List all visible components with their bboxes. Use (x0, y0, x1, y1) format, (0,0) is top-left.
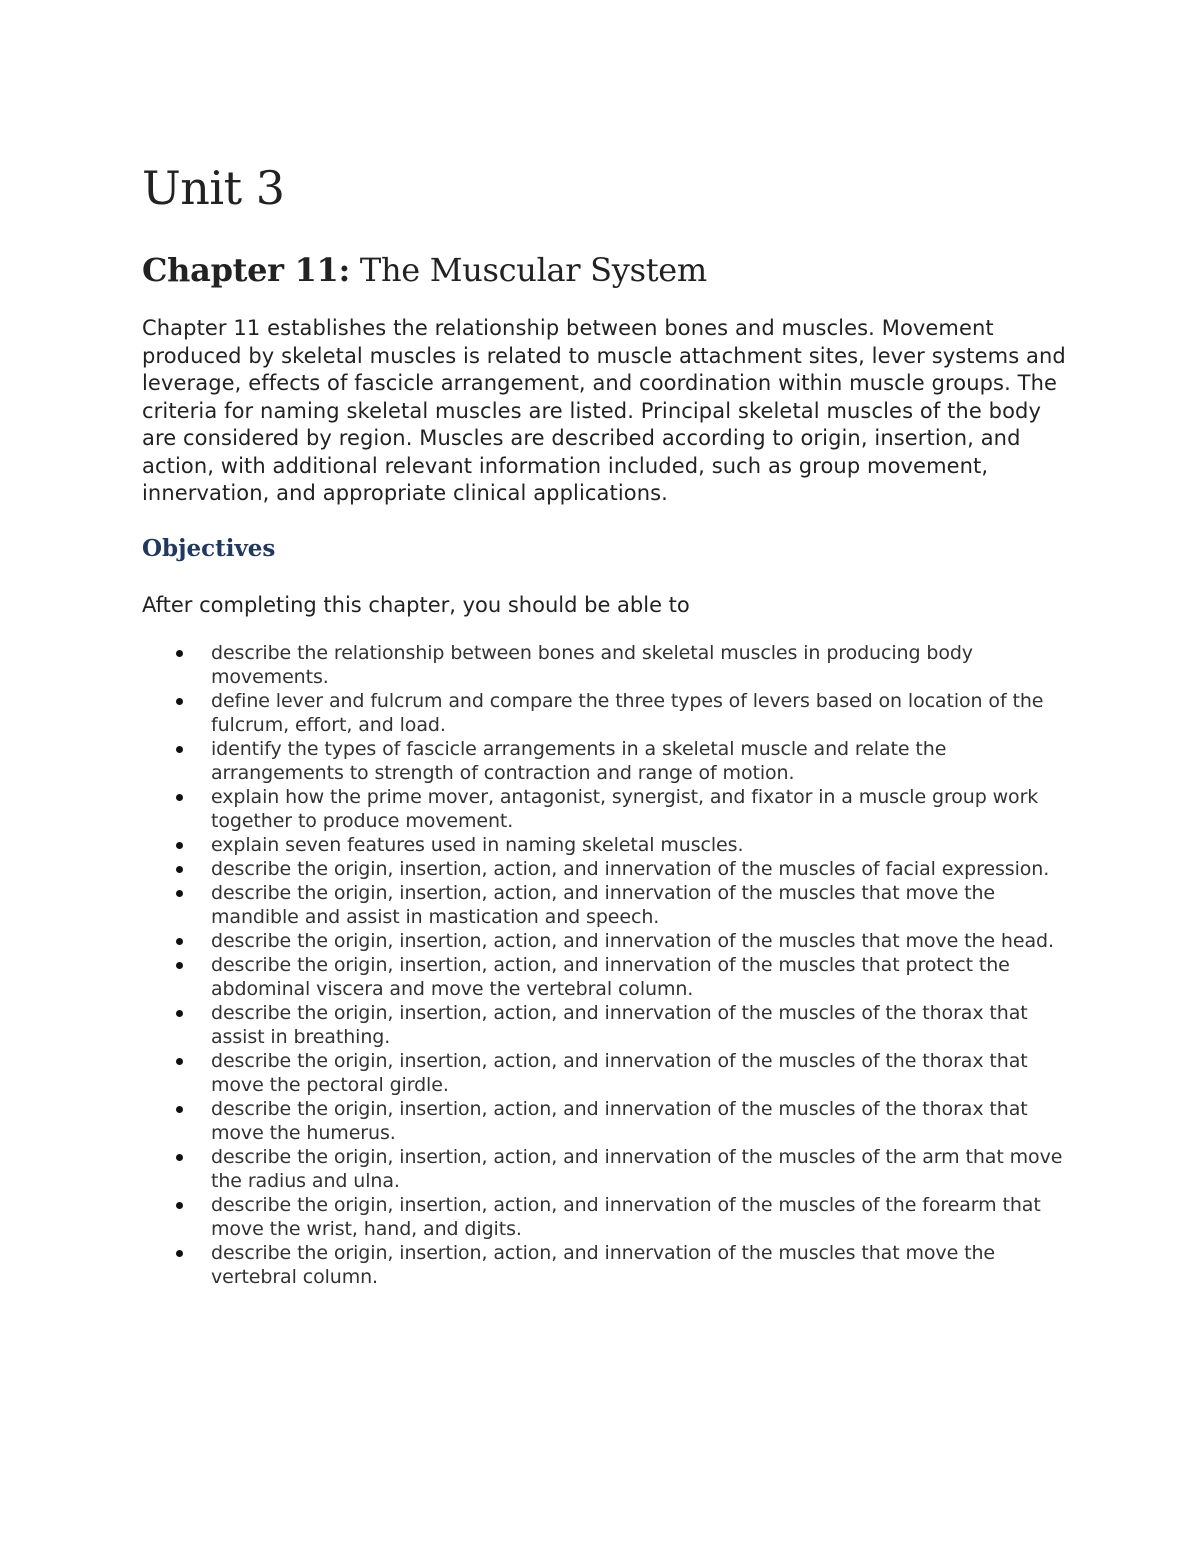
objectives-list (142, 641, 1072, 1289)
list-item (142, 1241, 1072, 1289)
bullet-icon (176, 794, 183, 801)
objective-text: explain how the prime mover, antagonist, synergist, and fixator in a muscle group work together to produce movement. (211, 786, 1039, 833)
list-item (142, 953, 1072, 1001)
bullet-icon (176, 962, 183, 969)
objective-text: describe the origin, insertion, action, and innervation of the muscles of facial expression. (211, 858, 1050, 881)
bullet-icon (176, 890, 183, 897)
bullet-icon (176, 698, 183, 705)
list-item (142, 833, 1072, 857)
chapter-number: Chapter 11: (142, 251, 351, 289)
objective-text: describe the origin, insertion, action, and innervation of the muscles that move the mandible and assist in mastication and speech. (211, 882, 995, 929)
list-item (142, 689, 1072, 737)
list-item (142, 641, 1072, 689)
bullet-icon (176, 1154, 183, 1161)
bullet-icon (176, 1106, 183, 1113)
bullet-icon (176, 746, 183, 753)
bullet-icon (176, 1202, 183, 1209)
objective-text: identify the types of fascicle arrangements in a skeletal muscle and relate the arrangements to strength of contraction and range of motion. (211, 738, 947, 785)
chapter-intro: Chapter 11 establishes the relationship between bones and muscles. Movement produced by skeletal muscles is related to muscle attachment sites, lever systems and leverage, effects of fascicle arrangement, and coordination within muscle groups. The criteria for naming skeletal muscles are listed. Principal skeletal muscles of the body are considered by region. Muscles are described according to origin, insertion, and action, with additional relevant information included, such as group movement, innervation, and appropriate clinical applications. (142, 316, 1066, 506)
list-item (142, 1049, 1072, 1097)
list-item (142, 785, 1072, 833)
chapter-name: The Muscular System (350, 251, 707, 289)
objective-text: explain seven features used in naming skeletal muscles. (211, 834, 744, 857)
objective-text: describe the origin, insertion, action, and innervation of the muscles that protect the abdominal viscera and move the vertebral column. (211, 954, 1010, 1001)
objective-text: describe the origin, insertion, action, and innervation of the muscles of the thorax that assist in breathing. (211, 1002, 1028, 1049)
list-item (142, 737, 1072, 785)
objective-text: describe the origin, insertion, action, and innervation of the muscles of the arm that move the radius and ulna. (211, 1146, 1063, 1193)
document-page (142, 161, 1072, 1289)
list-item (142, 881, 1072, 929)
objectives-lead: After completing this chapter, you should be able to (142, 592, 690, 617)
chapter-title (142, 251, 1072, 289)
objective-text: define lever and fulcrum and compare the three types of levers based on location of the fulcrum, effort, and load. (211, 690, 1044, 737)
objective-text: describe the origin, insertion, action, and innervation of the muscles of the thorax that move the pectoral girdle. (211, 1050, 1028, 1097)
bullet-icon (176, 650, 183, 657)
bullet-icon (176, 842, 183, 849)
list-item (142, 857, 1072, 881)
objective-text: describe the origin, insertion, action, and innervation of the muscles that move the vertebral column. (211, 1242, 995, 1289)
list-item (142, 929, 1072, 953)
unit-title: Unit 3 (142, 161, 285, 215)
bullet-icon (176, 938, 183, 945)
objective-text: describe the origin, insertion, action, and innervation of the muscles that move the head. (211, 930, 1054, 953)
list-item (142, 1193, 1072, 1241)
bullet-icon (176, 1250, 183, 1257)
bullet-icon (176, 1058, 183, 1065)
list-item (142, 1145, 1072, 1193)
objective-text: describe the origin, insertion, action, and innervation of the muscles of the thorax that move the humerus. (211, 1098, 1028, 1145)
list-item (142, 1001, 1072, 1049)
bullet-icon (176, 866, 183, 873)
bullet-icon (176, 1010, 183, 1017)
objectives-heading: Objectives (142, 534, 276, 562)
list-item (142, 1097, 1072, 1145)
objective-text: describe the origin, insertion, action, and innervation of the muscles of the forearm that move the wrist, hand, and digits. (211, 1194, 1041, 1241)
objective-text: describe the relationship between bones and skeletal muscles in producing body movements. (211, 642, 973, 689)
